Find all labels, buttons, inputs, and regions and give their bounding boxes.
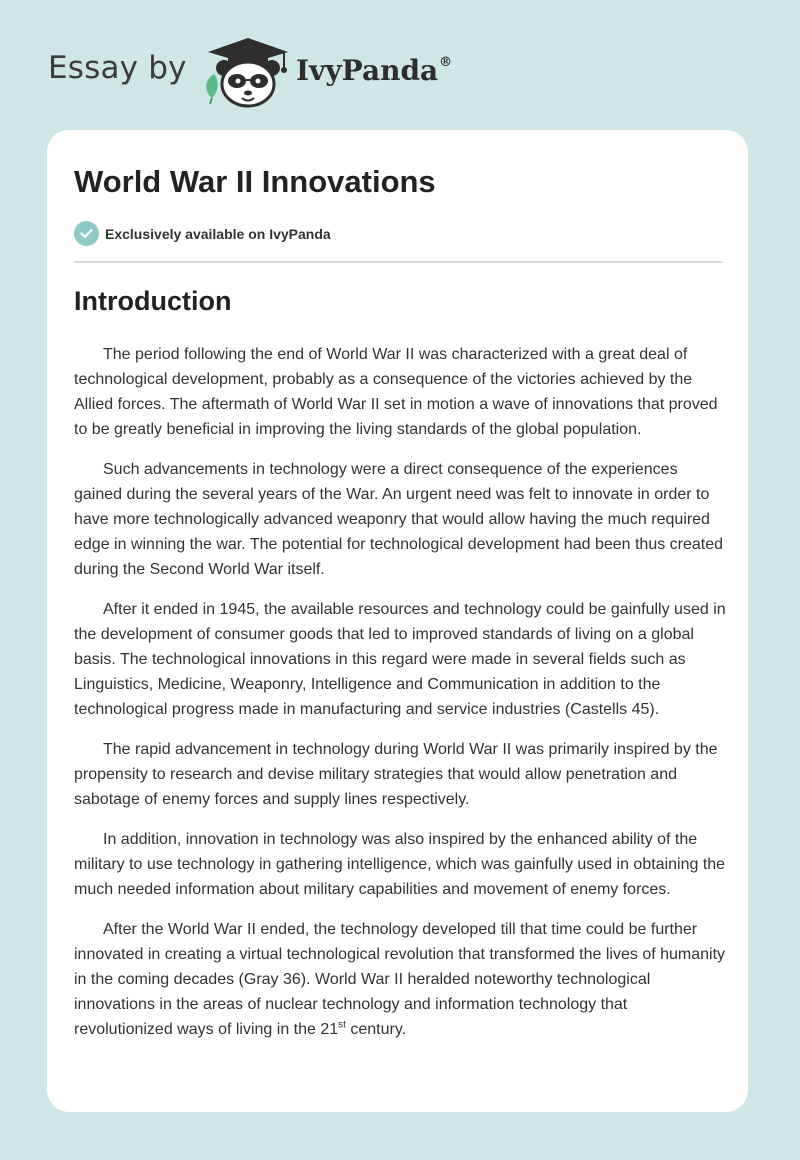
paragraph: After it ended in 1945, the available resources and technology could be gainfully used in the development of consumer goods that led to improved standards of living on a global basis. The technological innovations in this regard were made in several fields such as Linguistics, Medicine, Weaponry, Intelligence and Communication in addition to the technological progress made in manufacturing and service industries (Castells 45). [74,601,726,718]
paragraph: The period following the end of World War II was characterized with a great deal of technological development, probably as a consequence of the victories achieved by the Allied forces. The aftermath of World War II set in motion a wave of innovations that proved to be greatly beneficial in improving the living standards of the global population. [74,346,718,438]
article-body [74,342,726,1057]
essay-card [47,130,748,1112]
check-icon [74,221,99,246]
brand-name[interactable] [296,54,452,87]
panda-logo-icon[interactable] [200,34,296,110]
site-header [0,0,800,130]
essay-by-label: Essay by [48,50,187,86]
brand-text: IvyPanda [296,54,439,87]
paragraph-last [74,917,726,1042]
divider [74,261,723,263]
section-heading: Introduction [74,286,232,316]
page-title: World War II Innovations [74,164,436,199]
leaf-icon [206,74,217,104]
paragraph: Such advancements in technology were a direct consequence of the experiences gained during the several years of the War. An urgent need was felt to innovate in order to have more technologically advanced weaponry that would allow having the much required edge in winning the war. The potential for technological development had been thus created during the Second World War itself. [74,461,724,578]
paragraph-text: After the World War II ended, the technology developed till that time could be further innovated in creating a virtual technological revolution that transformed the lives of humanity in the coming decades (Gray 36). World War II heralded noteworthy technological innovations in the areas of nuclear technology and information technology that revolutionized ways of living in the 21 [74,921,726,1038]
exclusive-label: Exclusively available on IvyPanda [105,225,331,242]
exclusive-badge [74,221,331,246]
paragraph-text-end: century. [345,1021,407,1038]
paragraph: The rapid advancement in technology during World War II was primarily inspired by the propensity to research and devise military strategies that would allow penetration and sabotage of enemy forces and supply lines respectively. [74,741,718,808]
ordinal-superscript: st [338,1019,346,1031]
paragraph: In addition, innovation in technology was also inspired by the enhanced ability of the military to use technology in gathering intelligence, which was gainfully used in obtaining the much needed information about military capabilities and movement of enemy forces. [74,831,726,898]
registered-mark: ® [439,54,453,70]
